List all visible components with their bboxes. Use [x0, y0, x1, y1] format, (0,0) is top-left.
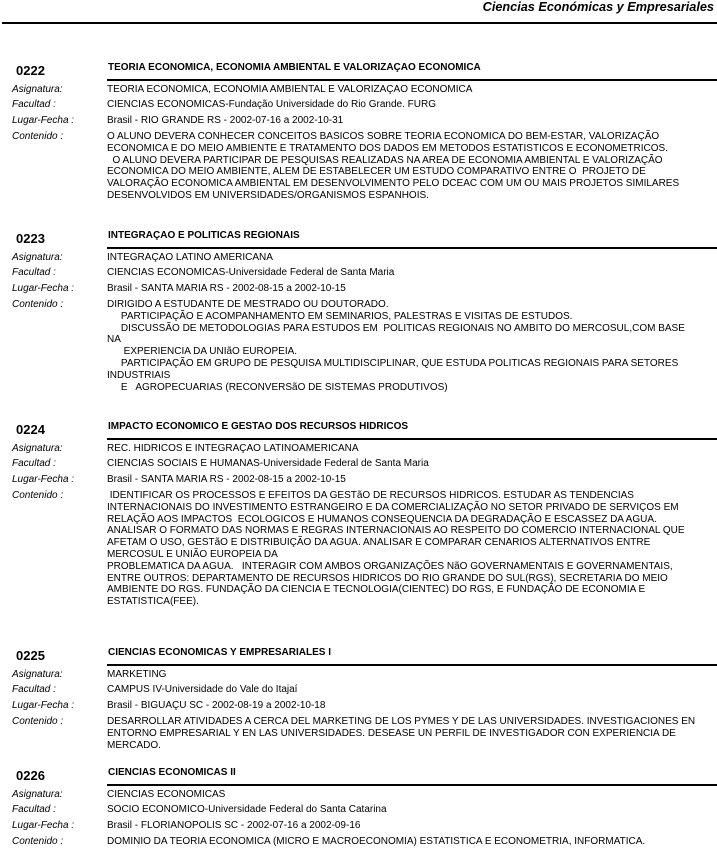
course-code: 0226: [16, 768, 45, 783]
facultad-value: SOCIO ECONOMICO-Universidade Federal do Santa Catarina: [107, 804, 387, 815]
lugar-fecha-value: Brasil - FLORIANOPOLIS SC - 2002-07-16 a 2002-09-16: [107, 820, 361, 831]
course-code: 0222: [16, 63, 45, 78]
contenido-label: Contenido :: [12, 299, 64, 310]
asignatura-label: Asignatura:: [12, 669, 63, 680]
facultad-value: CIENCIAS SOCIAIS E HUMANAS-Universidade Federal de Santa Maria: [107, 458, 429, 469]
contenido-label: Contenido :: [12, 716, 64, 727]
course-entry: [0, 62, 717, 201]
lugar-fecha-label: Lugar-Fecha :: [12, 820, 75, 831]
asignatura-label: Asignatura:: [12, 789, 63, 800]
facultad-label: Facultad :: [12, 267, 56, 278]
lugar-fecha-value: Brasil - RIO GRANDE RS - 2002-07-16 a 2002-10-31: [107, 115, 344, 126]
asignatura-label: Asignatura:: [12, 84, 63, 95]
title-rule: [107, 664, 717, 666]
contenido-label: Contenido :: [12, 131, 64, 142]
contenido-value: DOMINIO DA TEORIA ECONOMICA (MICRO E MACROECONOMIA) ESTATISTICA E ECONOMETRIA, INFORMATICA.: [107, 836, 646, 847]
course-title: CIENCIAS ECONOMICAS II: [108, 767, 236, 778]
course-title: INTEGRAÇAO E POLITICAS REGIONAIS: [108, 230, 300, 241]
contenido-label: Contenido :: [12, 490, 64, 501]
course-entry: [0, 767, 717, 847]
facultad-label: Facultad :: [12, 99, 56, 110]
course-title: CIENCIAS ECONOMICAS Y EMPRESARIALES I: [108, 647, 331, 658]
title-rule: [107, 79, 717, 81]
asignatura-value: TEORIA ECONOMICA, ECONOMIA AMBIENTAL E VALORIZAÇAO ECONOMICA: [107, 84, 473, 95]
asignatura-value: INTEGRAÇAO LATINO AMERICANA: [107, 252, 273, 263]
facultad-label: Facultad :: [12, 804, 56, 815]
course-entry: [0, 421, 717, 608]
course-code: 0223: [16, 231, 45, 246]
contenido-value: O ALUNO DEVERA CONHECER CONCEITOS BASICOS SOBRE TEORIA ECONOMICA DO BEM-ESTAR, VALORIZAÇÃO ECONOMICA E DO MEIO AMBIENTE E TRATAMENTO DOS DADOS EM METODOS ESTATISTICOS E ECONOMETRICOS. O ALUNO DEVERA PARTICIPAR DE PESQUISAS REALIZADAS NA AREA DE ECONOMIA AMBIENTAL E VALORIZAÇÃO ECONOMICA DO MEIO AMBIENTE, ALEM DE ESTABELECER UM ESTUDO COMPARATIVO ENTRE O PROJETO DE VALORAÇÃO ECONOMICA AMBIENTAL EM DESENVOLVIMENTO PELO DCEAC COM UM OU MAIS PROJETOS SIMILARES DESENVOLVIDOS EM UNIVERSIDADES/ORGANISMOS ESPANHOIS.: [107, 131, 680, 201]
lugar-fecha-label: Lugar-Fecha :: [12, 700, 75, 711]
lugar-fecha-value: Brasil - BIGUAÇU SC - 2002-08-19 a 2002-10-18: [107, 700, 326, 711]
course-title: TEORIA ECONOMICA, ECONOMIA AMBIENTAL E VALORIZAÇAO ECONOMICA: [108, 62, 481, 73]
facultad-value: CIENCIAS ECONOMICAS-Universidade Federal de Santa Maria: [107, 267, 395, 278]
page-header-title: Ciencias Económicas y Empresariales: [482, 0, 714, 14]
asignatura-value: REC. HIDRICOS E INTEGRAÇAO LATINOAMERICANA: [107, 443, 359, 454]
course-entry: [0, 230, 717, 393]
contenido-value: IDENTIFICAR OS PROCESSOS E EFEITOS DA GESTãO DE RECURSOS HIDRICOS. ESTUDAR AS TENDENCIAS INTERNACIONAIS DO INVESTIMENTO ESTRANGEIRO E DA COMERCIALIZAÇÃO NO SETOR PRIVADO DE SERVIÇOS EM RELAÇÃO AOS IMPACTOS ECOLOGICOS E HUMANOS CONSEQUENCIA DA DEGRADAÇÃO E ESCASSEZ DA AGUA. ANALISAR O FORMATO DAS NORMAS E REGRAS INTERNACIONAIS AO RESPEITO DO COMERCIO INTERNACIONAL QUE AFETAM O USO, GESTãO E DISTRIBUIÇÃO DA AGUA. ANALISAR E COMPARAR CENARIOS ALTERNATIVOS ENTRE MERCOSUL E UNIÃO EUROPEIA DA PROBLEMATICA DA AGUA. INTERAGIR COM AMBOS ORGANIZAÇÕES NãO GOVERNAMENTAIS E GOVERNAMENTAIS, ENTRE OUTROS: DEPARTAMENTO DE RECURSOS HIDRICOS DO RIO GRANDE DO SUL(RGS), SECRETARIA DO MEIO AMBIENTE DO RGS. FUNDAÇÃO DA CIENCIA E TECNOLOGIA(CIENTEC) DO RGS, E FUNDAÇÃO DE ECONOMIA E ESTATISTICA(FEE).: [107, 490, 685, 608]
title-rule: [107, 247, 717, 249]
title-rule: [107, 784, 717, 786]
facultad-value: CAMPUS IV-Universidade do Vale do Itajaí: [107, 684, 298, 695]
lugar-fecha-label: Lugar-Fecha :: [12, 115, 75, 126]
facultad-label: Facultad :: [12, 684, 56, 695]
contenido-label: Contenido :: [12, 836, 64, 847]
asignatura-label: Asignatura:: [12, 443, 63, 454]
course-code: 0225: [16, 648, 45, 663]
course-code: 0224: [16, 422, 45, 437]
contenido-value: DESARROLLAR ATIVIDADES A CERCA DEL MARKETING DE LOS PYMES Y DE LAS UNIVERSIDADES. INVESTIGACIONES EN ENTORNO EMPRESARIAL Y EN LAS UNIVERSIDADES. DESEASE UN PERFIL DE INVESTIGADOR CON EXPERIENCIA DE MERCADO.: [107, 716, 696, 751]
lugar-fecha-value: Brasil - SANTA MARIA RS - 2002-08-15 a 2002-10-15: [107, 474, 346, 485]
lugar-fecha-label: Lugar-Fecha :: [12, 474, 75, 485]
title-rule: [107, 438, 717, 440]
facultad-label: Facultad :: [12, 458, 56, 469]
lugar-fecha-value: Brasil - SANTA MARIA RS - 2002-08-15 a 2002-10-15: [107, 283, 346, 294]
course-title: IMPACTO ECONOMICO E GESTAO DOS RECURSOS HIDRICOS: [108, 421, 409, 432]
lugar-fecha-label: Lugar-Fecha :: [12, 283, 75, 294]
asignatura-label: Asignatura:: [12, 252, 63, 263]
asignatura-value: MARKETING: [107, 669, 167, 680]
asignatura-value: CIENCIAS ECONOMICAS: [107, 789, 226, 800]
facultad-value: CIENCIAS ECONOMICAS-Fundação Universidade do Rio Grande. FURG: [107, 99, 437, 110]
header-rule: [2, 22, 717, 24]
contenido-value: DIRIGIDO A ESTUDANTE DE MESTRADO OU DOUTORADO. PARTICIPAÇÃO E ACOMPANHAMENTO EM SEMINARIOS, PALESTRAS E VISITAS DE ESTUDOS. DISCUSSÃO DE METODOLOGIAS PARA ESTUDOS EM POLITICAS REGIONAIS NO AMBITO DO MERCOSUL,COM BASE NA EXPERIENCIA DA UNIãO EUROPEIA. PARTICIPAÇÃO EM GRUPO DE PESQUISA MULTIDISCIPLINAR, QUE ESTUDA POLITICAS REGIONAIS PARA SETORES INDUSTRIAIS E AGROPECUARIAS (RECONVERSãO DE SISTEMAS PRODUTIVOS): [107, 299, 685, 393]
course-entry: [0, 647, 717, 751]
